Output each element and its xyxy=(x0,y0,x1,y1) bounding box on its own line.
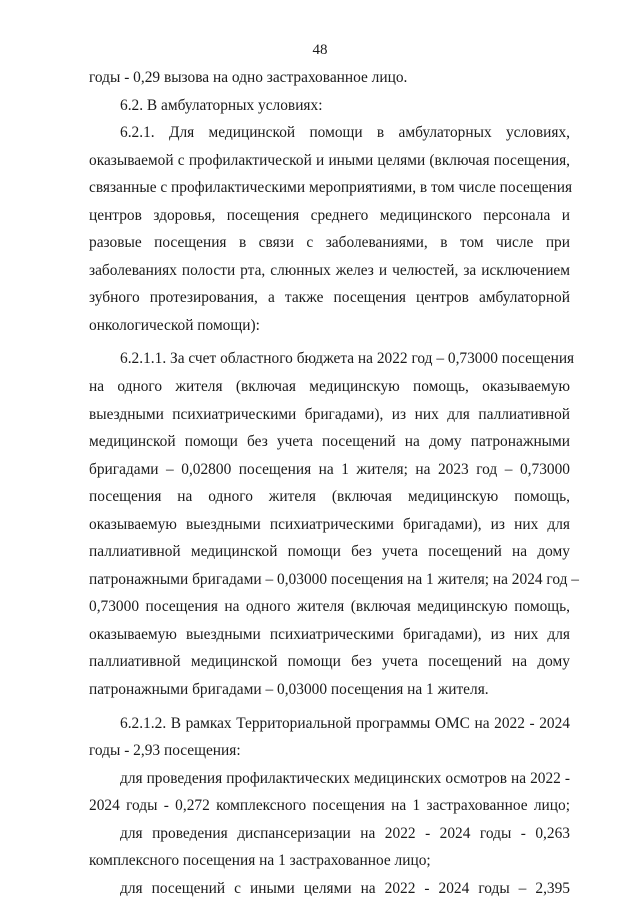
text-line: комплексного посещения на 1 застрахованное лицо; xyxy=(89,852,431,870)
text-line: медицинской помощи без учета посещений на дому патронажными xyxy=(89,433,570,451)
document-body xyxy=(89,64,579,902)
text-line: 6.2.1. Для медицинской помощи в амбулаторных условиях, xyxy=(120,124,570,142)
text-line: 6.2.1.1. За счет областного бюджета на 2022 год – 0,73000 посещения xyxy=(120,350,575,368)
text-line: заболеваниях полости рта, слюнных желез и челюстей, за исключением xyxy=(89,261,570,279)
text-line: 0,73000 посещения на одного жителя (включая медицинскую помощь, xyxy=(89,598,570,616)
section-heading: 6.2. В амбулаторных условиях: xyxy=(120,96,323,114)
text-line: оказываемую выездными психиатрическими бригадами), из них для xyxy=(89,515,570,533)
text-line: для проведения профилактических медицинских осмотров на 2022 - xyxy=(120,769,570,787)
text-line: зубного протезирования, а также посещения центров амбулаторной xyxy=(89,289,570,307)
text-line: выездными психиатрическими бригадами), из них для паллиативной xyxy=(89,405,570,423)
text-line: паллиативной медицинской помощи без учета посещений на дому xyxy=(89,543,570,561)
text-line: 6.2.1.2. В рамках Территориальной программы ОМС на 2022 - 2024 xyxy=(120,714,570,732)
text-line: центров здоровья, посещения среднего медицинского персонала и xyxy=(89,206,570,224)
text-line: патронажными бригадами – 0,03000 посещения на 1 жителя. xyxy=(89,681,489,699)
text-line: паллиативной медицинской помощи без учета посещений на дому xyxy=(89,653,570,671)
text-line: для посещений с иными целями на 2022 - 2024 годы – 2,395 xyxy=(120,879,570,897)
text-line: онкологической помощи): xyxy=(89,316,260,334)
text-line: посещения на одного жителя (включая медицинскую помощь, xyxy=(89,488,570,506)
text-line: связанные с профилактическими мероприятиями, в том числе посещения xyxy=(89,179,573,197)
text-line: оказываемой с профилактической и иными целями (включая посещения, xyxy=(89,151,570,169)
text-line: оказываемую выездными психиатрическими бригадами), из них для xyxy=(89,625,570,643)
text-line: для проведения диспансеризации на 2022 - 2024 годы - 0,263 xyxy=(120,824,570,842)
page-number: 48 xyxy=(312,42,328,58)
text-line: на одного жителя (включая медицинскую помощь, оказываемую xyxy=(89,378,570,396)
text-line: годы - 0,29 вызова на одно застрахованное лицо. xyxy=(89,69,408,86)
text-line: патронажными бригадами – 0,03000 посещения на 1 жителя; на 2024 год – xyxy=(89,570,579,588)
text-line: бригадами – 0,02800 посещения на 1 жителя; на 2023 год – 0,73000 xyxy=(89,460,570,478)
text-line: разовые посещения в связи с заболеваниями, в том числе при xyxy=(89,234,570,252)
text-line: 2024 годы - 0,272 комплексного посещения на 1 застрахованное лицо; xyxy=(89,797,570,815)
text-line: годы - 2,93 посещения: xyxy=(89,742,241,760)
